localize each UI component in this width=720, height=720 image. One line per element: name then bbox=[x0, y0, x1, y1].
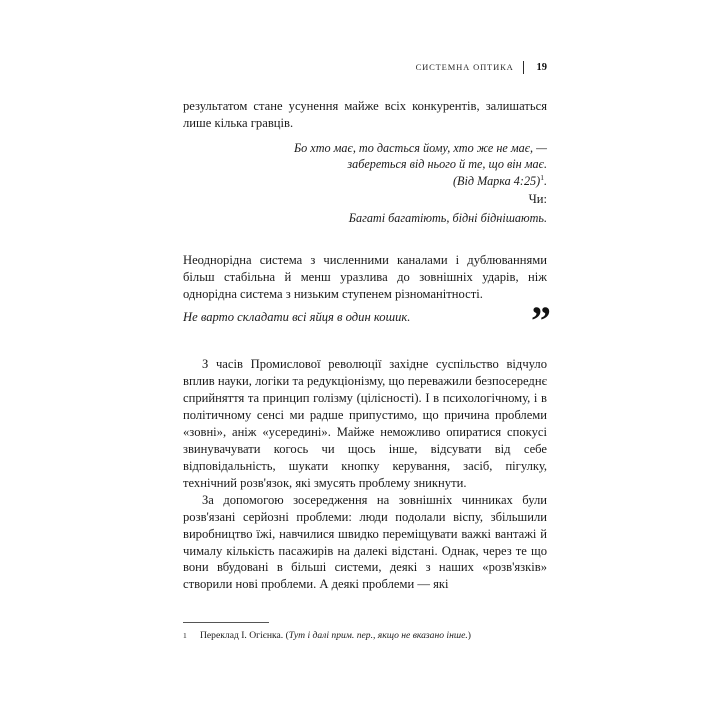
scripture-attribution bbox=[183, 173, 547, 189]
scripture-attribution-period: . bbox=[543, 173, 547, 188]
running-head-divider bbox=[523, 61, 524, 74]
footnote-separator bbox=[183, 622, 269, 623]
body-paragraph-2: За допомогою зосередження на зовнішніх чинниках були розв'язані серйозні проблеми: люди подолали віспу, збільшили виробництво їжі, навчилися швидко переміщувати важкі вантажі й чималу кількість пасажирів на далекі відстані. Однак, через те що вони вбудовані в більші системи, деякі з наших «розв'язків» створили нові проблеми. А деякі проблеми — які bbox=[183, 492, 547, 592]
footnote-reference: 1 bbox=[540, 172, 544, 182]
running-head-title: СИСТЕМНА ОПТИКА bbox=[415, 62, 514, 72]
scripture-quote-line-1: Бо хто має, то дасться йому, хто же не має, — bbox=[293, 140, 547, 155]
callout-quote: Не варто складати всі яйця в один кошик. bbox=[183, 310, 411, 325]
footnote-text bbox=[200, 630, 547, 642]
footnote-number: 1 bbox=[183, 631, 187, 640]
scripture-quote-line-2: забереться від нього й те, що він має. bbox=[347, 157, 547, 172]
running-head bbox=[183, 58, 547, 76]
page-content bbox=[183, 58, 547, 593]
footnote-text-close: ) bbox=[467, 630, 471, 641]
footnote bbox=[183, 630, 547, 642]
page-number: 19 bbox=[536, 61, 547, 73]
quotation-mark-icon: ” bbox=[531, 298, 549, 344]
connector-text: Чи: bbox=[528, 192, 547, 207]
footnote-text-plain: Переклад І. Огієнка. ( bbox=[200, 630, 289, 641]
paragraph-continuation: результатом стане усунення майже всіх конкурентів, залишаться лише кілька гравців. bbox=[183, 99, 547, 130]
callout-text: Неоднорідна система з численними каналами і дублюваннями більш стабільна й менш уразлива до зовнішніх ударів, ніж однорідна система з низьким ступенем різноманітності. bbox=[183, 253, 547, 302]
main-body bbox=[183, 356, 547, 593]
body-paragraph-1: З часів Промислової революції західне суспільство відчуло вплив науки, логіки та редукціонізму, що переважили безпосереднє сприйняття та принцип голізму (цілісності). І в психологічному, і в політичному сенсі ми радше припустимо, що причина проблеми «зовні», аніж «усередині». Майже неможливо опиратися спокусі звинувачувати когось чи щось інше, відсувати від себе відповідальність, шукати кнопку керування, засіб, пігулку, технічний розв'язок, які змусять проблему зникнути. bbox=[183, 357, 547, 490]
footnote-area bbox=[183, 622, 547, 642]
scripture-quote-block bbox=[183, 140, 547, 189]
callout-block bbox=[183, 252, 549, 344]
scripture-attribution-text: (Від Марка 4:25) bbox=[452, 173, 541, 188]
second-quote: Багаті багатіють, бідні біднішають. bbox=[348, 211, 547, 226]
footnote-text-italic: Тут і далі прим. пер., якщо не вказано інше. bbox=[288, 630, 468, 641]
